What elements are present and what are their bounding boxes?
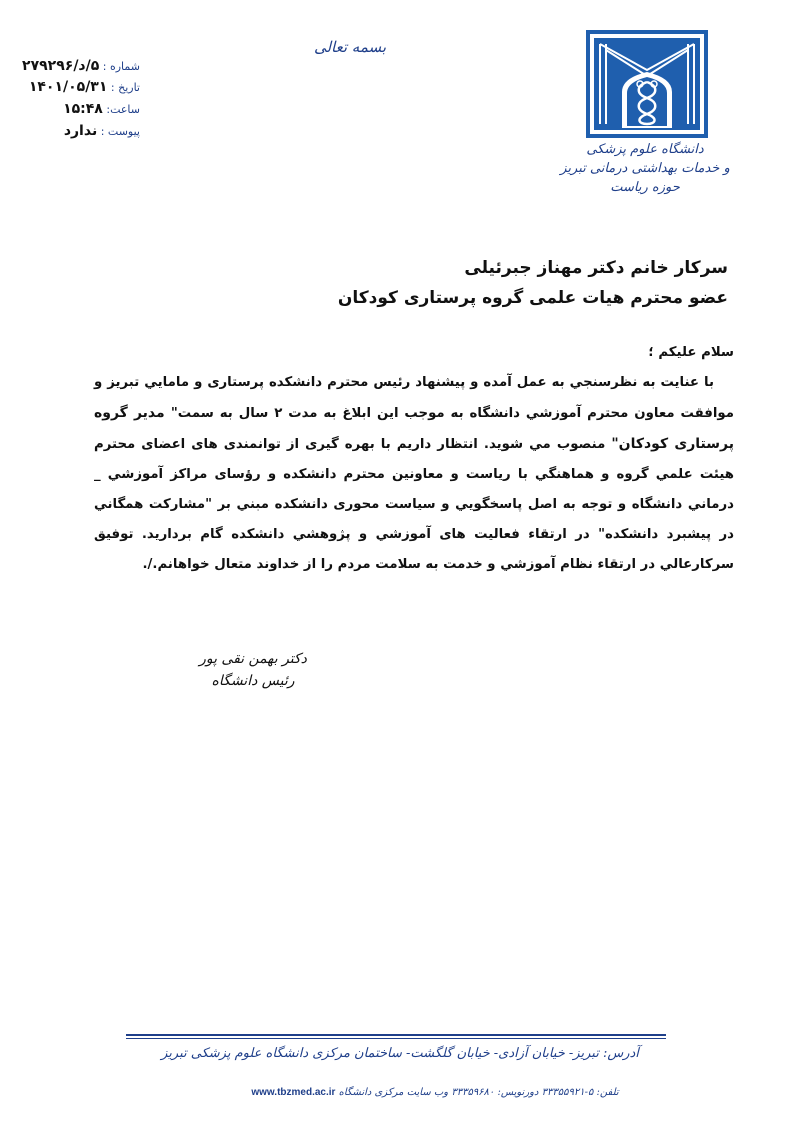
logo-text [560, 140, 730, 197]
signature-block [198, 648, 308, 692]
letter-attachment-value: ندارد [63, 123, 98, 139]
paragraph-part-2: منصوب مي شويد. انتظار داريم با بهره گيری از توانمندی های اعضای محترم هيئت علمي گروه و هماهنگي با رياست و معاونين محترم دانشکده و رؤسای مراکز آموزشي _ درماني دانشگاه و توجه به اصل پاسخگويي و سياست محوری دانشکده مبني بر "مشارکت همگاني در پيشبرد دانشکده" در ارتقاء فعاليت های آموزشي و پژوهشي دانشکده گام برداريد. توفيق سرکارعالي در ارتقاء نظام آموزشي و خدمت به سلامت مردم را از خداوند متعال خواهانم./. [94, 437, 734, 572]
basmala-heading: بسمه تعالی [313, 38, 387, 56]
signatory-title: رئیس دانشگاه [211, 673, 295, 689]
footer-divider-top [126, 1034, 666, 1036]
footer-contact-text: تلفن: ۵-۳۳۳۵۵۹۲۱ دورنویس: ۳۳۳۵۹۶۸۰ وب سایت مرکزی دانشگاه [338, 1087, 619, 1098]
letter-number [22, 58, 140, 74]
logo-line-3: حوزه ریاست [610, 180, 680, 195]
footer-address: آدرس: تبریز- خیابان آزادی- خیابان گلگشت- ساختمان مرکزی دانشگاه علوم پزشکی تبریز [161, 1046, 639, 1061]
footer-contact [190, 1087, 680, 1098]
letter-time-label: ساعت: [106, 103, 140, 116]
letter-time [63, 101, 140, 117]
footer-divider-bottom [126, 1038, 666, 1039]
greeting-text: سلام علیکم ؛ [648, 345, 734, 360]
recipient-name: سرکار خانم دکتر مهناز جبرئیلی [464, 258, 728, 278]
paragraph-emphasis: مدير گروه پرستاری کودکان" [94, 405, 734, 452]
letter-date-label: تاریخ : [110, 81, 140, 94]
letter-number-value: ۵/د/۲۷۹۲۹۶ [22, 58, 100, 74]
letter-date [29, 79, 140, 95]
letter-paragraph [94, 368, 734, 580]
paragraph-part-1: با عنایت به نظرسنجي به عمل آمده و پيشنهاد رئيس محترم دانشکده پرستاری و مامايي تبريز و موافقت معاون محترم آموزشي دانشگاه به موجب اين ابلاغ به مدت ۲ سال به سمت" [94, 375, 735, 421]
letter-number-label: شماره : [102, 60, 140, 73]
university-logo-icon [586, 30, 708, 138]
letter-attachment [64, 123, 140, 139]
letter-time-value: ۱۵:۴۸ [63, 101, 103, 117]
greeting [94, 338, 734, 368]
logo-line-2: و خدمات بهداشتی درمانی تبریز [560, 161, 730, 176]
signatory-name: دکتر بهمن نقی پور [199, 651, 307, 667]
letter-date-value: ۱۴۰۱/۰۵/۳۱ [28, 79, 108, 95]
letter-attachment-label: پیوست : [100, 125, 140, 138]
recipient-title: عضو محترم هیات علمی گروه پرستاری کودکان [337, 288, 728, 308]
letter-body [94, 368, 734, 580]
footer-website-link[interactable]: www.tbzmed.ac.ir [251, 1087, 336, 1098]
logo-line-1: دانشگاه علوم پزشکی [586, 142, 704, 157]
